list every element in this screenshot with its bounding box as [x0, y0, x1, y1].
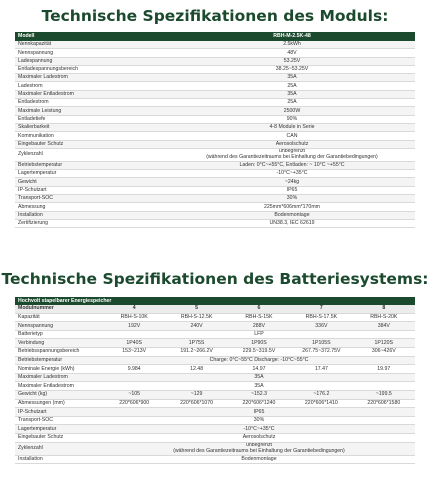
- module-spec-title: Technische Spezifikationen des Moduls:: [41, 7, 389, 25]
- table-cell: Maximaler Ladestrom: [15, 74, 169, 82]
- module-spec-table: [15, 32, 415, 228]
- table-cell: Transport-SOC: [15, 195, 169, 203]
- table-row: [15, 203, 415, 211]
- table-row: [15, 65, 415, 73]
- table-row: [15, 373, 415, 382]
- table-cell: -10°C~+35°C: [103, 425, 415, 434]
- table-row: [15, 347, 415, 356]
- table-row: [15, 211, 415, 219]
- table-row: [15, 382, 415, 391]
- table-cell: 6: [228, 305, 290, 313]
- table-cell: Bodenmontage: [103, 455, 415, 464]
- table-cell: Ladespannung: [15, 57, 169, 65]
- table-cell: ~176.2: [290, 390, 352, 399]
- table-cell: 5: [165, 305, 227, 313]
- table-cell: 12.48: [165, 365, 227, 374]
- table-cell: 191.2~266.2V: [165, 347, 227, 356]
- table-cell: Abmessung: [15, 203, 169, 211]
- cell-line: (während des Garantiezeitraums bei Einhaltung der Garantiebedingungen): [206, 153, 378, 160]
- table-cell: 35A: [103, 373, 415, 382]
- table-cell: Installation: [15, 455, 103, 464]
- table-cell: 53.25V: [169, 57, 415, 65]
- table-cell: 1P75S: [165, 339, 227, 348]
- table-cell: 9.984: [103, 365, 165, 374]
- table-cell: CAN: [169, 132, 415, 140]
- table-row: [15, 186, 415, 194]
- table-cell: 1P90S: [228, 339, 290, 348]
- table-cell: RBH-S-17.5K: [290, 313, 352, 322]
- table-row: [15, 140, 415, 148]
- table-cell: Eingebauter Schutz: [15, 433, 103, 442]
- table-cell: RBH-S-10K: [103, 313, 165, 322]
- table-cell: 220*606*1240: [228, 399, 290, 408]
- table-row: [15, 170, 415, 178]
- table-row: [15, 90, 415, 98]
- table-row: [15, 219, 415, 227]
- table-cell: 30%: [103, 416, 415, 425]
- table-cell: Aerosolschutz: [169, 140, 415, 148]
- table-cell: Kapazität: [15, 313, 103, 322]
- table-row: [15, 178, 415, 186]
- table-cell: 7: [290, 305, 352, 313]
- table-cell: 240V: [165, 322, 227, 331]
- table-row: [15, 123, 415, 131]
- battery-spec-table: [15, 297, 415, 464]
- table-cell: Maximaler Entladestrom: [15, 90, 169, 98]
- table-cell: IP-Schutzart: [15, 186, 169, 194]
- table-row: [15, 74, 415, 82]
- table-cell: 2.5kWh: [169, 41, 415, 49]
- table-cell: Nennkapazität: [15, 41, 169, 49]
- table-row: [15, 41, 415, 49]
- table-columns-row: [15, 305, 415, 313]
- table-cell: Charge: 0°C~55°C Discharge: -10°C~55°C: [103, 356, 415, 365]
- table-cell: Betriebsspannungsbereich: [15, 347, 103, 356]
- table-cell: 90%: [169, 115, 415, 123]
- table-row: [15, 365, 415, 374]
- table-header-row: [15, 297, 415, 305]
- table-row: [15, 195, 415, 203]
- table-cell: Nominale Energie (kWh): [15, 365, 103, 374]
- table-cell: IP-Schutzart: [15, 408, 103, 417]
- table-header-row: [15, 32, 415, 41]
- table-row: [15, 416, 415, 425]
- table-cell: UN38.3, IEC 62619: [169, 219, 415, 227]
- table-cell: Kommunikation: [15, 132, 169, 140]
- table-cell: 153~213V: [103, 347, 165, 356]
- table-cell: 220*606*900: [103, 399, 165, 408]
- table-cell: Zyklenzahl: [15, 148, 169, 161]
- table-cell: Maximaler Entladestrom: [15, 382, 103, 391]
- table-cell: 306~426V: [353, 347, 415, 356]
- table-row: [15, 339, 415, 348]
- table-cell: RBH-S-15K: [228, 313, 290, 322]
- table-row: [15, 399, 415, 408]
- table-row: [15, 442, 415, 455]
- table-cell: LFP: [103, 330, 415, 339]
- table-cell: Skalierbarkeit: [15, 123, 169, 131]
- table-cell: 4-8 Module in Serie: [169, 123, 415, 131]
- table-cell: 19.97: [353, 365, 415, 374]
- table-row: [15, 322, 415, 331]
- cell-line: unbegrenzt: [246, 442, 272, 448]
- table-cell: Verbindung: [15, 339, 103, 348]
- table-cell: RBH-S-20K: [353, 313, 415, 322]
- table-cell: Entladetiefe: [15, 115, 169, 123]
- table-cell: Gewicht: [15, 178, 169, 186]
- table-cell: 225mm*606mm*170mm: [169, 203, 415, 211]
- battery-spec-title: Technische Spezifikationen des Batteriesystems:: [1, 270, 429, 288]
- cell-line: (während des Garantiezeitraums bei Einhaltung der Garantiebedingungen): [173, 447, 345, 454]
- table-cell: ~24kg: [169, 178, 415, 186]
- table-cell: Batterietyp: [15, 330, 103, 339]
- table-cell: Lagertemperatur: [15, 425, 103, 434]
- table-cell: 267.75~372.75V: [290, 347, 352, 356]
- table-cell: [169, 148, 415, 161]
- table-cell: Modell: [15, 32, 169, 41]
- table-cell: Nennspannung: [15, 322, 103, 331]
- table-cell: Modulnummer: [15, 305, 103, 313]
- table-cell: Maximale Leistung: [15, 107, 169, 115]
- table-row: [15, 115, 415, 123]
- table-cell: Aerosolschutz: [103, 433, 415, 442]
- table-cell: Nennspannung: [15, 49, 169, 57]
- table-cell: 25A: [169, 99, 415, 107]
- table-cell: 35A: [103, 382, 415, 391]
- table-cell: Zertifizierung: [15, 219, 169, 227]
- table-cell: Betriebstemperatur: [15, 356, 103, 365]
- cell-line: unbegrenzt: [279, 148, 305, 155]
- table-row: [15, 313, 415, 322]
- table-cell: Gewicht (kg): [15, 390, 103, 399]
- table-cell: 1P40S: [103, 339, 165, 348]
- table-cell: Maximaler Ladestrom: [15, 373, 103, 382]
- table-cell: -10°C~+35°C: [169, 170, 415, 178]
- table-cell: ~105: [103, 390, 165, 399]
- table-cell: 35A: [169, 74, 415, 82]
- table-row: [15, 356, 415, 365]
- table-row: [15, 49, 415, 57]
- table-cell: 2500W: [169, 107, 415, 115]
- table-row: [15, 57, 415, 65]
- table-cell: Entladespannungsbereich: [15, 65, 169, 73]
- table-cell: Lagertemperatur: [15, 170, 169, 178]
- table-cell: Laden: 0°C~+55°C, Entladen: ~ 10°C ~+55°C: [169, 161, 415, 169]
- table-cell: ~129: [165, 390, 227, 399]
- table-cell: 220*606*1410: [290, 399, 352, 408]
- table-cell: 48V: [169, 49, 415, 57]
- table-row: [15, 132, 415, 140]
- table-row: [15, 107, 415, 115]
- table-cell: 30%: [169, 195, 415, 203]
- table-cell: 288V: [228, 322, 290, 331]
- table-row: [15, 408, 415, 417]
- table-row: [15, 148, 415, 161]
- table-cell: 384V: [353, 322, 415, 331]
- table-cell: Installation: [15, 211, 169, 219]
- table-cell: 336V: [290, 322, 352, 331]
- table-cell: Bodenmontage: [169, 211, 415, 219]
- table-cell: 25A: [169, 82, 415, 90]
- table-row: [15, 330, 415, 339]
- table-row: [15, 390, 415, 399]
- table-cell: Betriebstemperatur: [15, 161, 169, 169]
- table-cell: 220*606*1070: [165, 399, 227, 408]
- table-row: [15, 433, 415, 442]
- table-cell: 4: [103, 305, 165, 313]
- table-cell: ~152.3: [228, 390, 290, 399]
- table-cell: 17.47: [290, 365, 352, 374]
- table-cell: 1P105S: [290, 339, 352, 348]
- table-cell: 192V: [103, 322, 165, 331]
- table-row: [15, 425, 415, 434]
- table-cell: 14.97: [228, 365, 290, 374]
- table-cell: 229.5~319.5V: [228, 347, 290, 356]
- table-row: [15, 82, 415, 90]
- table-cell: RBH-S-12.5K: [165, 313, 227, 322]
- table-cell: IP65: [103, 408, 415, 417]
- table-cell: ~199.5: [353, 390, 415, 399]
- table-cell: 220*606*1580: [353, 399, 415, 408]
- table-cell: Ladestrom: [15, 82, 169, 90]
- table-cell: Abmessungen (mm): [15, 399, 103, 408]
- table-row: [15, 161, 415, 169]
- table-cell: Hochvolt stapelbarer Energiespeicher: [15, 297, 415, 305]
- table-cell: Zyklenzahl: [15, 442, 103, 455]
- table-row: [15, 99, 415, 107]
- table-cell: RBH-M-2.5K-48: [169, 32, 415, 41]
- table-cell: 8: [353, 305, 415, 313]
- table-cell: IP65: [169, 186, 415, 194]
- table-cell: 35A: [169, 90, 415, 98]
- table-cell: 1P120S: [353, 339, 415, 348]
- table-cell: 38.25~53.25V: [169, 65, 415, 73]
- table-cell: [103, 442, 415, 455]
- table-cell: Entladestrom: [15, 99, 169, 107]
- table-cell: Eingebauter Schutz: [15, 140, 169, 148]
- table-row: [15, 455, 415, 464]
- table-cell: Transport-SOC: [15, 416, 103, 425]
